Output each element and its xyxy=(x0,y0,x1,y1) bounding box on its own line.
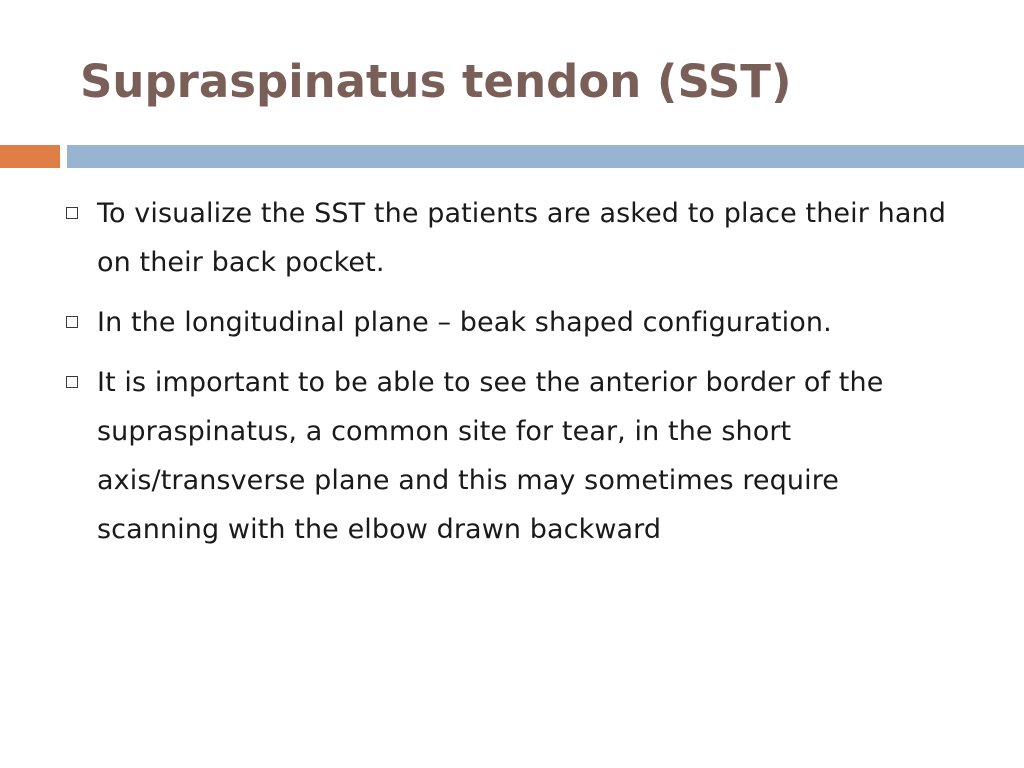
square-bullet-icon xyxy=(66,316,78,328)
square-bullet-icon xyxy=(66,376,78,388)
square-bullet-icon xyxy=(66,207,78,219)
bullet-list xyxy=(62,189,962,565)
bullet-text: In the longitudinal plane – beak shaped configuration. xyxy=(97,307,832,338)
slide-title: Supraspinatus tendon (SST) xyxy=(80,55,792,108)
bullet-item xyxy=(62,189,962,287)
bullet-item xyxy=(62,358,962,554)
bullet-item xyxy=(62,298,962,347)
bullet-text: To visualize the SST the patients are asked to place their hand on their back pocket. xyxy=(97,198,946,278)
accent-bar-right xyxy=(67,145,1024,168)
bullet-text: It is important to be able to see the anterior border of the supraspinatus, a common site for tear, in the short axis/transverse plane and this may sometimes require scanning with the elbow drawn backward xyxy=(97,367,884,545)
accent-bar-left xyxy=(0,145,60,168)
